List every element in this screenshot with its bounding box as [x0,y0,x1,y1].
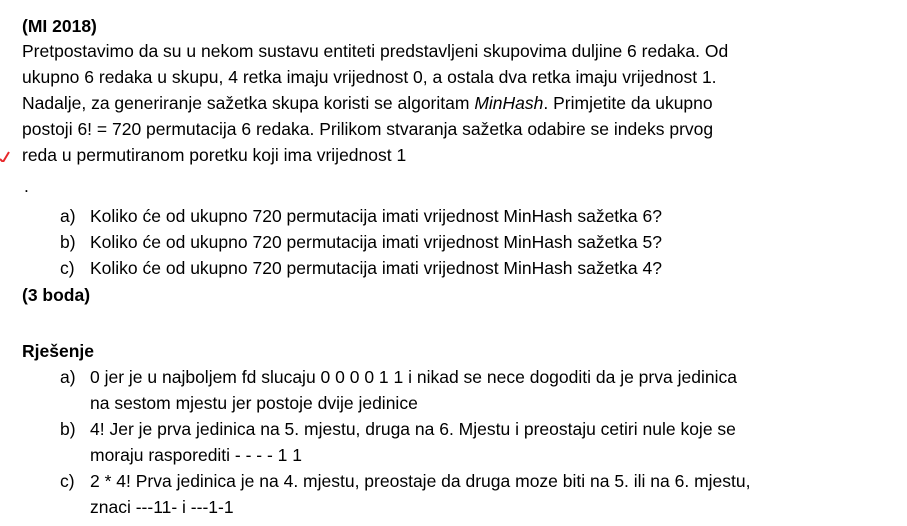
solution-line: na sestom mjestu jer postoje dvije jedinice [90,393,418,413]
question-marker: a) [60,206,76,226]
question-marker: b) [60,232,76,252]
problem-line-1: Pretpostavimo da su u nekom sustavu entiteti predstavljeni skupovima duljine 6 redaka. Od [22,41,729,61]
minhash-term: MinHash [474,93,544,113]
problem-statement [22,38,902,168]
trailing-dot: . [24,176,29,196]
problem-line-4: postoji 6! = 720 permutacija 6 redaka. Prilikom stvaranja sažetka odabire se indeks prvog [22,119,714,139]
question-marker: c) [60,258,75,278]
problem-line-3 [22,90,902,116]
solution-line: 2 * 4! Prva jedinica je na 4. mjestu, preostaje da druga moze biti na 5. ili na 6. mjestu, [90,471,751,491]
problem-line-3-end: . Primjetite da ukupno [543,93,713,113]
solution-heading: Rješenje [22,341,94,361]
solution-marker: b) [60,419,76,439]
problem-line-5: reda u permutiranom poretku koji ima vrijednost 1 [22,145,407,165]
question-text: Koliko će od ukupno 720 permutacija imati vrijednost MinHash sažetka 4? [90,258,662,278]
solution-line: znaci ---11- i ---1-1 [90,497,234,517]
red-check-mark-icon [0,150,10,162]
solution-line: 0 jer je u najboljem fd slucaju 0 0 0 0 1 1 i nikad se nece dogoditi da je prva jedinica [90,367,737,387]
exam-label: (MI 2018) [22,16,97,36]
problem-line-2: ukupno 6 redaka u skupu, 4 retka imaju vrijednost 0, a ostala dva retka imaju vrijednost 1. [22,67,717,87]
question-text: Koliko će od ukupno 720 permutacija imati vrijednost MinHash sažetka 5? [90,232,662,252]
solution-marker: c) [60,471,75,491]
problem-line-3-start: Nadalje, za generiranje sažetka skupa koristi se algoritam [22,93,475,113]
points-label: (3 boda) [22,285,91,305]
solution-line: moraju rasporediti - - - - 1 1 [90,445,303,465]
solution-marker: a) [60,367,76,387]
question-text: Koliko će od ukupno 720 permutacija imati vrijednost MinHash sažetka 6? [90,206,662,226]
solution-line: 4! Jer je prva jedinica na 5. mjestu, druga na 6. Mjestu i preostaju cetiri nule koje se [90,419,736,439]
